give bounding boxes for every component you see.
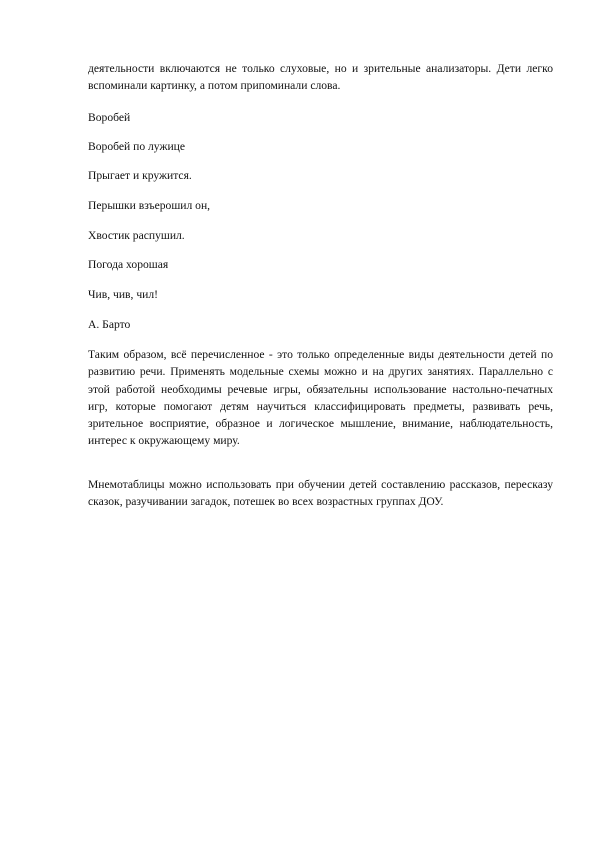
poem-author: А. Барто xyxy=(88,318,131,331)
poem-line-4: Хвостик распушил. xyxy=(88,229,185,242)
poem-line-3: Перышки взъерошил он, xyxy=(88,199,211,212)
summary-paragraph: Таким образом, всё перечисленное - это только определенные виды деятельности детей по развитию речи. Применять модельные схемы можно и на других занятиях. Параллельно с этой работой необходимы речевые игры, обязательны использование настольно-печатных игр, которые помогают детям научиться классифицировать предметы, развивать речь, зрительное восприятие, образное и логическое мышление, внимание, наблюдательность, интерес к окружающему миру. xyxy=(88,348,553,448)
poem-line-5: Погода хорошая xyxy=(88,258,169,271)
mnemotable-paragraph: Мнемотаблицы можно использовать при обучении детей составлению рассказов, пересказу сказок, разучивании загадок, потешек во всех возрастных группах ДОУ. xyxy=(88,478,553,509)
poem-line-1: Воробей по лужице xyxy=(88,140,186,153)
poem-line-2: Прыгает и кружится. xyxy=(88,169,192,182)
intro-paragraph: деятельности включаются не только слуховые, но и зрительные анализаторы. Дети легко вспоминали картинку, а потом припоминали слова. xyxy=(88,62,553,93)
poem-line-6: Чив, чив, чил! xyxy=(88,288,158,301)
poem-title: Воробей xyxy=(88,111,131,124)
